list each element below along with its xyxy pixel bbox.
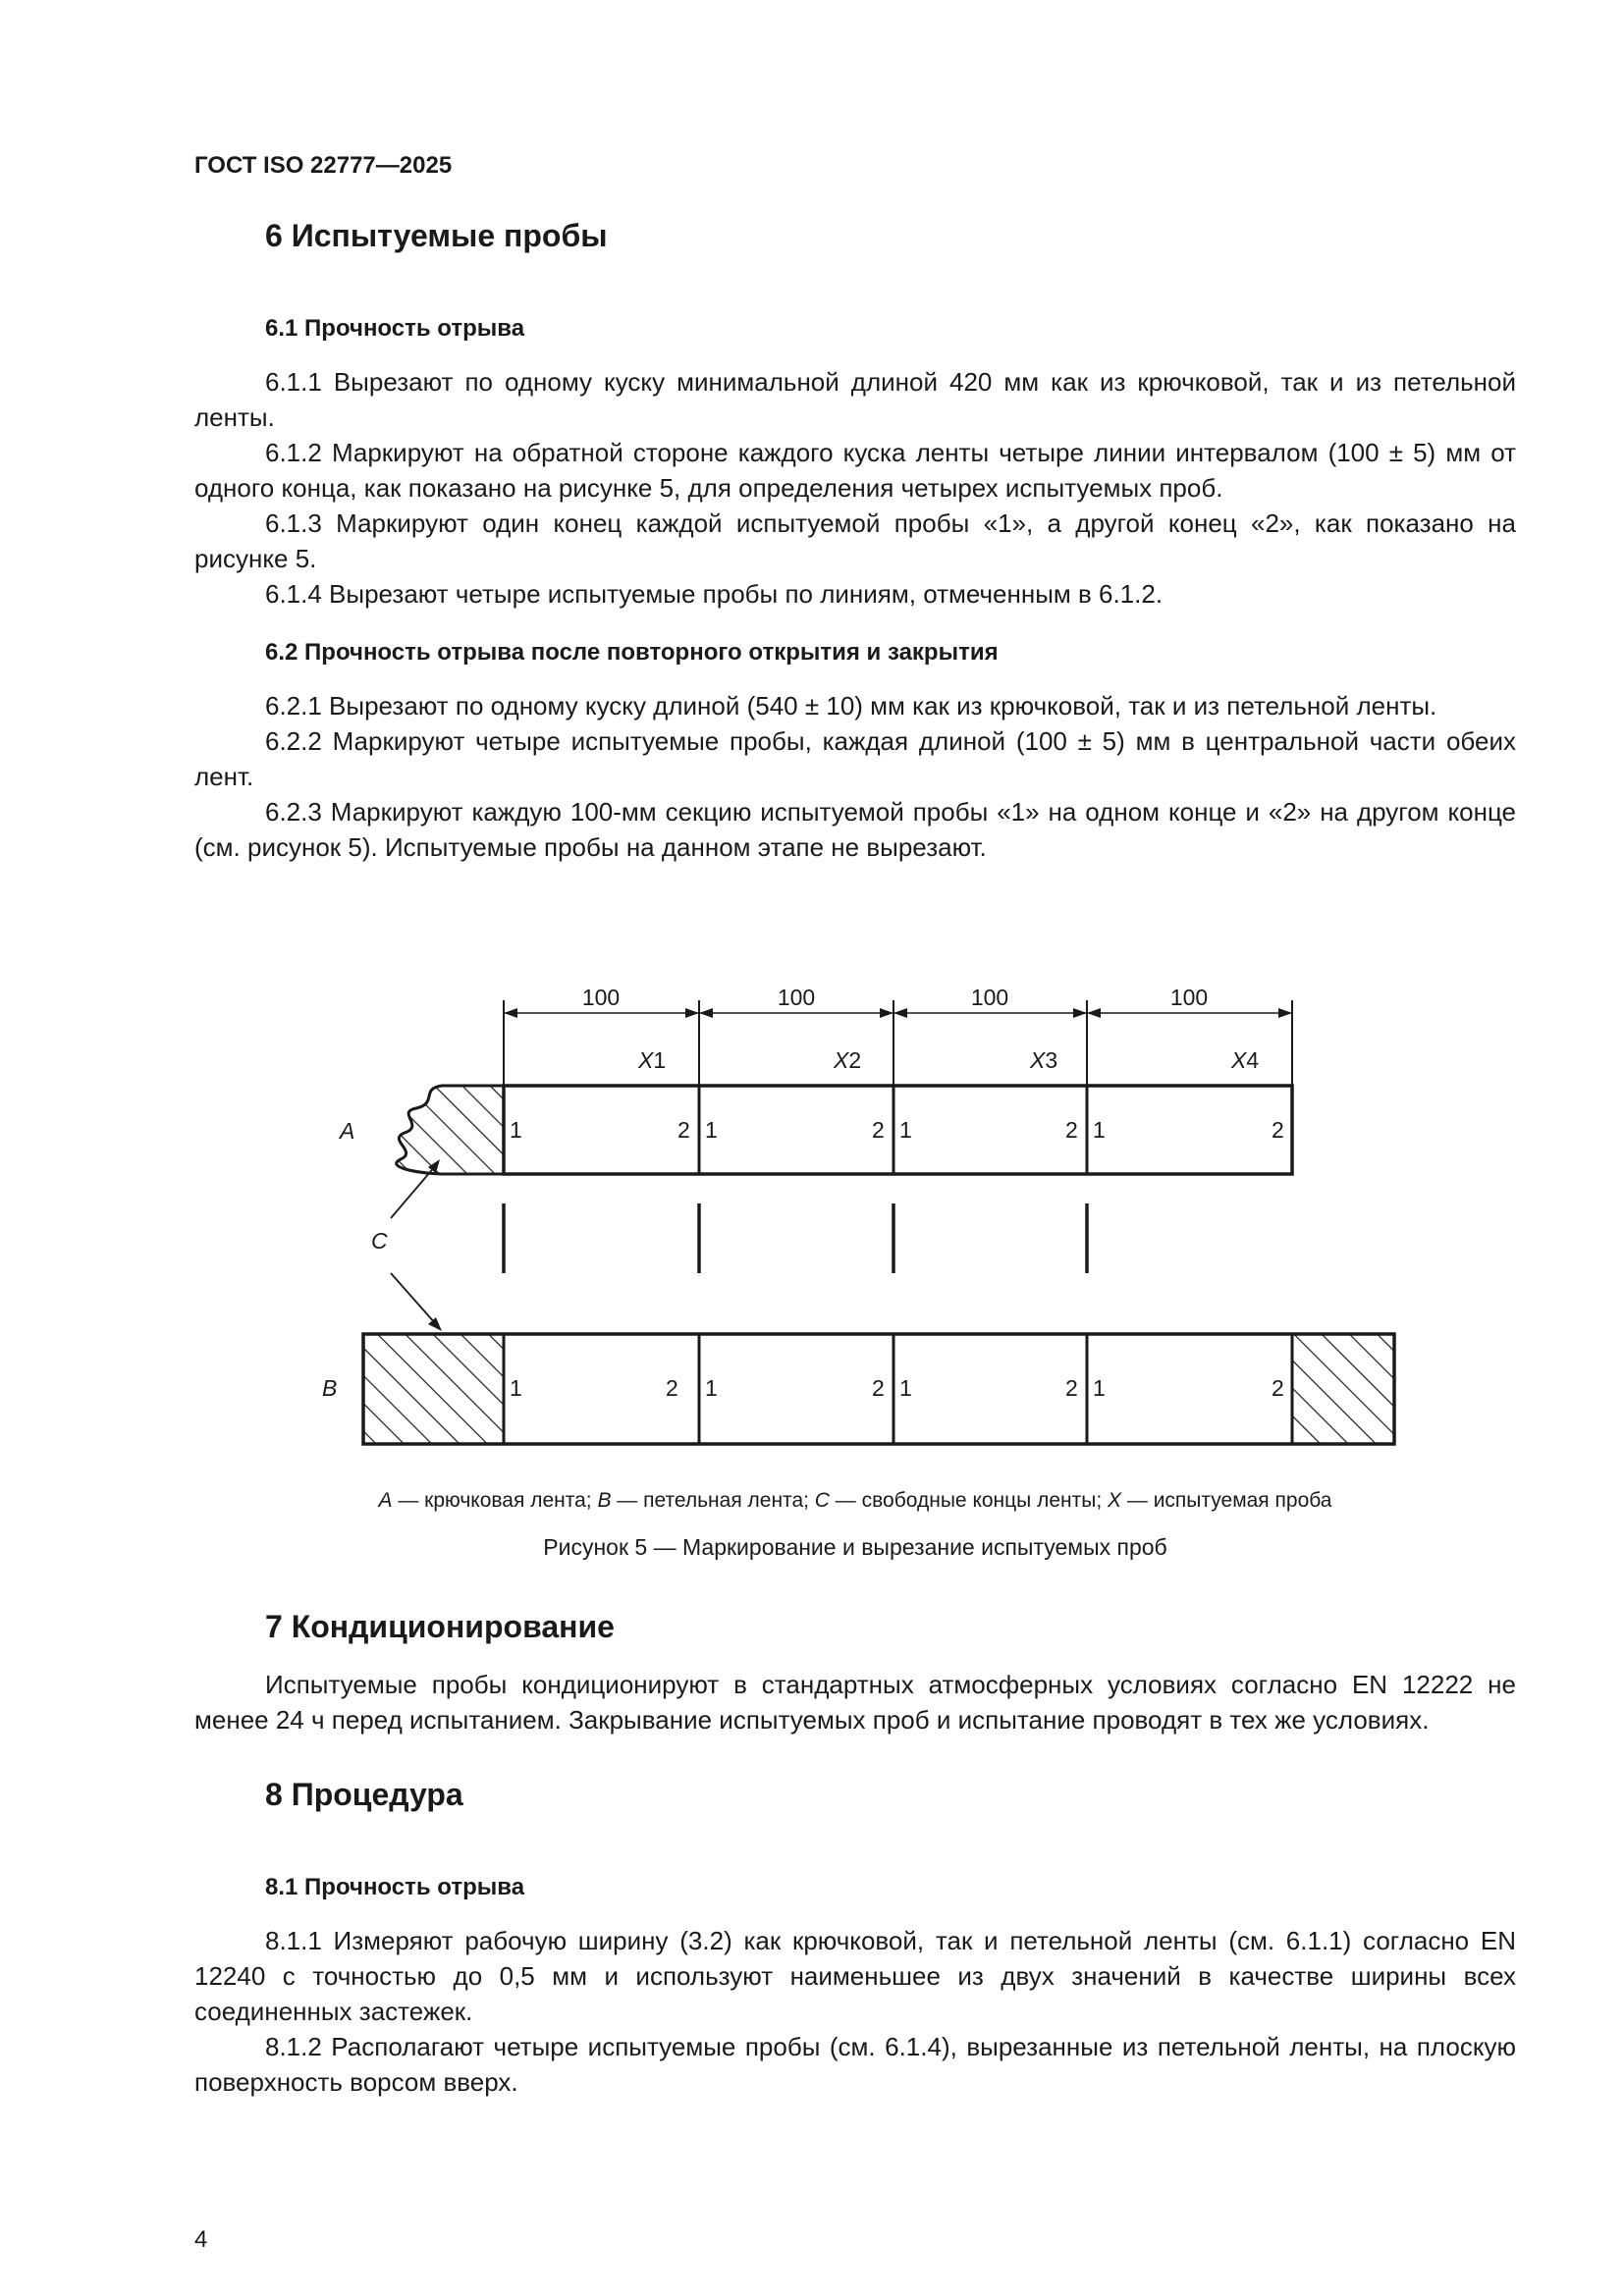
tape-b-mark: 1 (705, 1375, 718, 1401)
legend-key-a: A (378, 1489, 393, 1512)
legend-text-a: — крючковая лента; (392, 1489, 598, 1512)
legend-key-c: C (814, 1489, 830, 1512)
label-b: B (322, 1375, 338, 1401)
tape-a-mark: 1 (510, 1117, 522, 1143)
tape-a (504, 1086, 1292, 1174)
paragraph-8-1-2: 8.1.2 Располагают четыре испытуемые пробы (см. 6.1.4), вырезанные из петельной ленты, на плоскую поверхность ворсом вверх. (194, 2032, 1516, 2097)
section-8-title: 8 Процедура (265, 1777, 463, 1812)
paragraph-6-1-3: 6.1.3 Маркируют один конец каждой испытуемой пробы «1», а другой конец «2», как показано на рисунке 5. (194, 508, 1516, 573)
label-c: C (371, 1228, 388, 1254)
tape-b-mark: 2 (872, 1375, 885, 1401)
dim-label-2: 100 (777, 985, 816, 1010)
section-7-title: 7 Кондиционирование (265, 1609, 615, 1644)
figure-5 (194, 902, 1516, 1609)
leader-c-upper (391, 1165, 436, 1218)
tape-a-free-end (397, 1086, 504, 1174)
paragraph-7: Испытуемые пробы кондиционируют в стандартных атмосферных условиях согласно EN 12222 не менее 24 ч перед испытанием. Закрывание испытуемых проб и испытание проводят в тех же условиях. (194, 1670, 1516, 1735)
section-6-title: 6 Испытуемые пробы (265, 218, 608, 253)
tape-a-mark: 2 (1272, 1117, 1284, 1143)
legend-text-b: — петельная лента; (611, 1489, 815, 1512)
tape-a-mark: 1 (1093, 1117, 1106, 1143)
legend-text-x: — испытуемая проба (1121, 1489, 1332, 1512)
figure-5-legend (194, 1489, 1516, 1513)
tape-b-mark: 2 (666, 1375, 678, 1401)
paragraph-6-1-2: 6.1.2 Маркируют на обратной стороне каждого куска ленты четыре линии интервалом (100 ± 5) мм от одного конца, как показано на рисунке 5, для определения четырех испытуемых проб. (194, 438, 1516, 503)
tape-a-mark: 2 (677, 1117, 690, 1143)
section-8-1-title: 8.1 Прочность отрыва (265, 1874, 525, 1900)
figure-5-diagram (194, 902, 1516, 1491)
legend-key-x: X (1108, 1489, 1122, 1512)
tape-b-mark: 1 (510, 1375, 522, 1401)
page-content (194, 218, 1516, 2100)
tape-b-mark: 2 (1272, 1375, 1284, 1401)
tape-b-end-marks (510, 1375, 1284, 1401)
dim-label-1: 100 (581, 985, 621, 1010)
sample-label-x2: X2 (834, 1047, 862, 1073)
section-6-1-title: 6.1 Прочность отрыва (265, 315, 525, 342)
tape-a-mark: 1 (705, 1117, 718, 1143)
sample-label-x1: X1 (638, 1047, 667, 1073)
tape-b-mark: 2 (1065, 1375, 1078, 1401)
sample-labels (637, 1047, 1259, 1073)
paragraph-6-1-4: 6.1.4 Вырезают четыре испытуемые пробы по линиям, отмеченным в 6.1.2. (265, 579, 1164, 609)
tape-b-free-end-right (1292, 1334, 1394, 1444)
paragraph-6-2-1: 6.2.1 Вырезают по одному куску длиной (540 ± 10) мм как из крючковой, так и из петельной ленты. (265, 691, 1437, 721)
tape-a-mark: 2 (1065, 1117, 1078, 1143)
page-number: 4 (194, 2226, 208, 2253)
label-a: A (340, 1118, 355, 1144)
tape-b-mark: 1 (1093, 1375, 1106, 1401)
leader-c-lower-arrow (428, 1317, 442, 1331)
dim-label-4: 100 (1169, 985, 1209, 1010)
leader-c-lower (391, 1273, 436, 1324)
legend-key-b: B (597, 1489, 612, 1512)
tape-a-mark: 2 (872, 1117, 885, 1143)
paragraph-8-1-1: 8.1.1 Измеряют рабочую ширину (3.2) как крючковой, так и петельной ленты (см. 6.1.1) согласно EN 12240 с точностью до 0,5 мм и используют наименьшее из двух значений в качестве ширины всех соединенных застежек. (194, 1926, 1516, 2026)
tape-a-end-marks (510, 1117, 1284, 1143)
document-id-header: ГОСТ ISO 22777—2025 (194, 152, 453, 179)
sample-label-x4: X4 (1231, 1047, 1260, 1073)
figure-5-caption: Рисунок 5 — Маркирование и вырезание испытуемых проб (543, 1534, 1167, 1560)
paragraph-6-1-1: 6.1.1 Вырезают по одному куску минимальной длиной 420 мм как из крючковой, так и из петельной ленты. (194, 367, 1516, 432)
paragraph-6-2-3: 6.2.3 Маркируют каждую 100-мм секцию испытуемой пробы «1» на одном конце и «2» на другом конце (см. рисунок 5). Испытуемые пробы на данном этапе не вырезают. (194, 797, 1516, 862)
dim-label-3: 100 (970, 985, 1009, 1010)
tape-b-mark: 1 (899, 1375, 912, 1401)
paragraph-6-2-2: 6.2.2 Маркируют четыре испытуемые пробы, каждая длиной (100 ± 5) мм в центральной части обеих лент. (194, 726, 1516, 791)
sample-label-x3: X3 (1030, 1047, 1058, 1073)
tape-b-free-end-left (363, 1334, 504, 1444)
legend-text-c: — свободные концы ленты; (829, 1489, 1109, 1512)
tape-a-mark: 1 (899, 1117, 912, 1143)
section-6-2-title: 6.2 Прочность отрыва после повторного открытия и закрытия (265, 639, 999, 666)
